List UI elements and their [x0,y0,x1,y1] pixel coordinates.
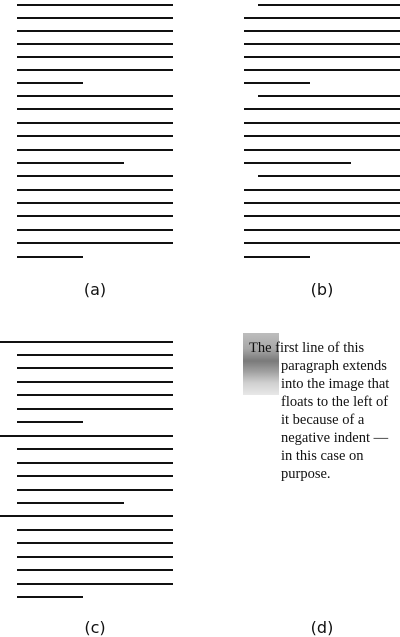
text-line [0,435,173,437]
text-line [244,162,351,164]
text-line [244,242,400,244]
text-line [0,515,173,517]
paragraph-line: purpose. [281,466,331,482]
paragraph-line: The first line of this [249,340,365,356]
text-line [17,202,173,204]
text-line [17,408,173,410]
paragraph-line: it because of a [281,412,365,428]
text-line [17,175,173,177]
text-line [17,69,173,71]
text-line [17,256,83,258]
text-line [258,4,400,6]
text-line [17,215,173,217]
text-line [17,394,173,396]
text-line [244,215,400,217]
text-line [0,341,173,343]
text-line [17,448,173,450]
text-line [17,569,173,571]
text-line [244,256,310,258]
text-line [244,149,400,151]
text-line [244,43,400,45]
caption-a: (a) [83,280,107,299]
text-line [17,108,173,110]
text-line [17,189,173,191]
text-line [17,162,124,164]
text-line [244,202,400,204]
text-line [17,4,173,6]
text-line [17,82,83,84]
text-line [17,381,173,383]
text-line [17,30,173,32]
text-line [17,242,173,244]
caption-b: (b) [310,280,334,299]
text-line [17,489,173,491]
text-line [17,367,173,369]
text-line [17,462,173,464]
text-line [244,229,400,231]
text-line [17,583,173,585]
text-line [17,17,173,19]
text-line [17,556,173,558]
text-line [244,30,400,32]
caption-d: (d) [310,618,334,637]
text-line [17,43,173,45]
text-line [17,122,173,124]
text-line [17,229,173,231]
text-line [17,475,173,477]
text-line [17,354,173,356]
caption-c: (c) [84,618,106,637]
paragraph-line: into the image that [281,376,390,392]
text-line [244,69,400,71]
text-line [244,17,400,19]
paragraph-line: floats to the left of [281,394,389,410]
text-line [244,108,400,110]
text-line [244,82,310,84]
paragraph-line: negative indent — [281,430,389,446]
text-line [244,135,400,137]
text-line [244,122,400,124]
text-line [17,56,173,58]
text-line [258,95,400,97]
text-line [17,596,83,598]
text-line [17,149,173,151]
text-line [244,56,400,58]
text-line [17,529,173,531]
text-line [244,189,400,191]
text-line [17,502,124,504]
text-line [17,542,173,544]
example-paragraph [249,339,400,483]
text-line [17,95,173,97]
text-line [17,421,83,423]
paragraph-line: paragraph extends [281,358,387,374]
paragraph-line: in this case on [281,448,364,464]
text-line [258,175,400,177]
text-line [17,135,173,137]
